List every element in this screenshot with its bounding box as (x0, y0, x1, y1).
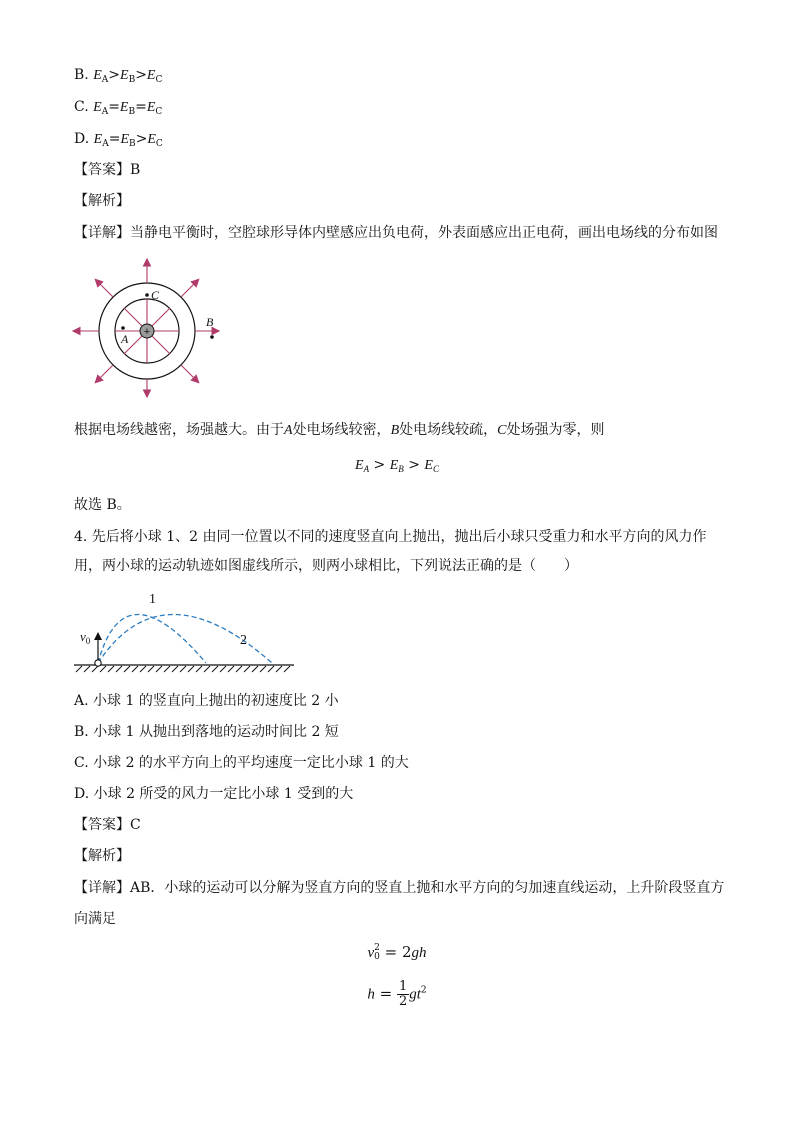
detail-text: 当静电平衡时，空腔球形导体内壁感应出负电荷，外表面感应出正电荷，画出电场线的分布如图 (130, 225, 718, 241)
explain-text: 处场强为零，则 (506, 422, 605, 438)
answer-value: C (130, 817, 141, 833)
explain-var: C (497, 423, 507, 438)
point-a (121, 326, 125, 330)
relation: = (108, 131, 121, 147)
curve-1-label: 1 (149, 592, 156, 607)
option-letter: C. (74, 99, 89, 115)
point-b (210, 335, 214, 339)
q4-option-a: A. 小球 1 的竖直向上抛出的初速度比 2 小 (74, 693, 339, 709)
relation: > (135, 131, 148, 147)
q4-option-d: D. 小球 2 所受的风力一定比小球 1 受到的大 (74, 786, 354, 802)
v0-label: $v_0$ (80, 629, 91, 646)
explain-text: 处电场线较疏， (399, 422, 498, 438)
detail-label: 【详解】 (74, 880, 130, 896)
explain-line (74, 421, 604, 440)
curve-2-label: 2 (240, 633, 247, 648)
formula-h: h = $\frac{1}{2}$ $gt^2$ (367, 979, 427, 1009)
conclusion: 故选 B。 (74, 497, 131, 513)
q4-detail-line1 (74, 879, 724, 897)
ball (95, 660, 101, 666)
q4-analysis-label: 【解析】 (74, 848, 130, 864)
q4-stem-line2: 用，两小球的运动轨迹如图虚线所示，则两小球相比，下列说法正确的是（ ） (74, 558, 578, 574)
q4-answer-line (74, 816, 141, 834)
explain-var: B (390, 423, 400, 438)
relation: = (135, 99, 147, 115)
plus-sign: + (143, 326, 151, 338)
option-letter: D. (74, 131, 90, 147)
detail-label: 【详解】 (74, 225, 130, 241)
q4-detail-line2: 向满足 (74, 911, 116, 927)
analysis-label: 【解析】 (74, 193, 130, 209)
field-lines-figure (70, 258, 230, 398)
velocity-arrowhead (94, 632, 102, 640)
relation: = (108, 99, 120, 115)
option-b: B. $E_A>E_B>E_C$ (74, 67, 163, 85)
label-c: C (151, 288, 160, 302)
explain-text: 处电场线较密， (292, 422, 391, 438)
q4-stem-line1: 4. 先后将小球 1、2 由同一位置以不同的速度竖直向上抛出，抛出后小球只受重力和水平方向的风力作 (74, 529, 707, 545)
q4-option-b: B. 小球 1 从抛出到落地的运动时间比 2 短 (74, 724, 339, 740)
explain-var: A (284, 423, 293, 438)
answer-label: 【答案】 (74, 162, 130, 178)
option-letter: B. (74, 67, 89, 83)
q4-option-c: C. 小球 2 的水平方向上的平均速度一定比小球 1 的大 (74, 755, 409, 771)
answer-value: B (130, 162, 141, 178)
detail-text: AB．小球的运动可以分解为竖直方向的竖直上抛和水平方向的匀加速直线运动，上升阶段竖直方 (130, 880, 725, 896)
detail-line (74, 224, 718, 242)
explain-text: 根据电场线越密，场强越大。由于 (74, 422, 284, 438)
relation: > (108, 67, 120, 83)
point-c (145, 293, 149, 297)
formula-v0-squared: v 2 0 = 2gh (367, 943, 427, 962)
curve-1 (98, 615, 206, 664)
label-a: A (121, 332, 129, 346)
trajectory-figure (72, 586, 302, 676)
answer-label: 【答案】 (74, 817, 130, 833)
option-d: D. $E_A=E_B>E_C$ (74, 131, 163, 149)
relation: > (135, 67, 147, 83)
label-b: B (206, 315, 214, 329)
answer-line (74, 161, 140, 179)
formula-inequality: $E_A > E_B > E_C$ (355, 457, 439, 474)
option-c: C. $E_A=E_B=E_C$ (74, 99, 163, 117)
